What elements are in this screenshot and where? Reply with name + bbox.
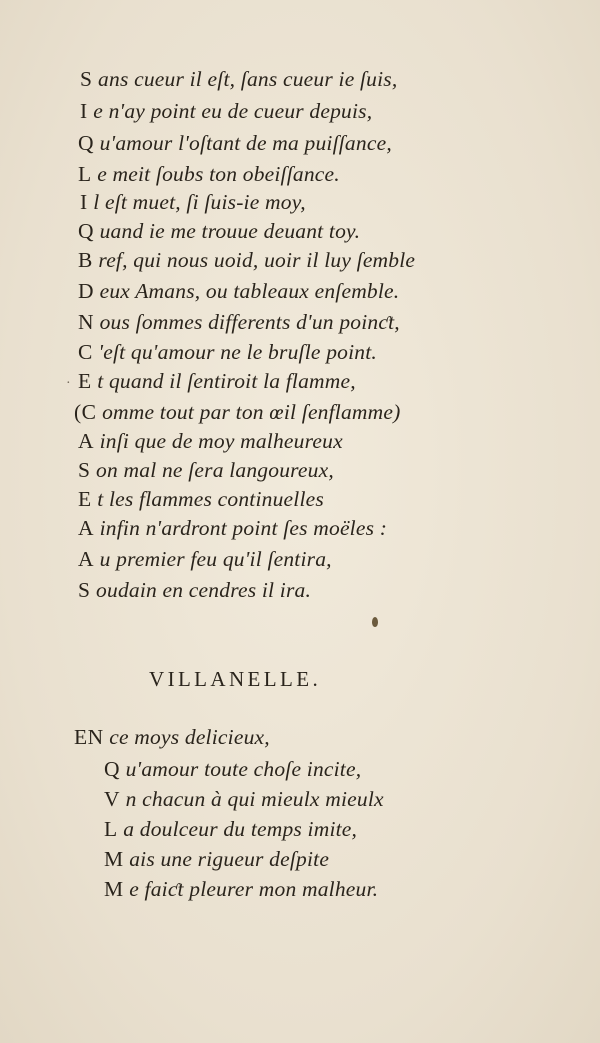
initial: E xyxy=(78,487,92,511)
line-text: l eſt muet, ſi ſuis-ie moy, xyxy=(87,190,306,214)
initial: E xyxy=(78,369,92,393)
line-text: ans cueur il eſt, ſans cueur ie ſuis, xyxy=(92,67,398,91)
section-title: VILLANELLE. xyxy=(149,667,322,691)
line-text: e n'ay point eu de cueur depuis, xyxy=(87,99,373,123)
initial: Q xyxy=(78,131,95,155)
initial: EN xyxy=(74,725,104,749)
initial: A xyxy=(78,429,95,453)
ornament-icon xyxy=(372,617,378,627)
line-text: ce moys delicieux, xyxy=(103,725,270,749)
poem-line xyxy=(74,399,401,425)
line-text: a doulceur du temps imite, xyxy=(117,817,358,841)
margin-mark: · xyxy=(66,376,71,391)
line-text: infin n'ardront point ſes moëles : xyxy=(94,516,388,540)
poem-line xyxy=(80,189,306,215)
villanelle-line xyxy=(104,786,384,812)
initial: Q xyxy=(104,757,121,781)
line-text: eux Amans, ou tableaux enſemble. xyxy=(94,279,400,303)
line-text: t les flammes continuelles xyxy=(91,487,324,511)
poem-line xyxy=(78,130,392,156)
initial: L xyxy=(78,162,92,186)
poem-line xyxy=(78,247,415,273)
initial: Q xyxy=(78,219,95,243)
initial: B xyxy=(78,248,93,272)
initial: M xyxy=(104,877,124,901)
poem-line xyxy=(78,161,340,187)
villanelle-line xyxy=(104,816,357,842)
villanelle-line xyxy=(104,756,361,782)
poem-line xyxy=(78,339,377,365)
line-text: t quand il ſentiroit la flamme, xyxy=(91,369,356,393)
initial: V xyxy=(104,787,121,811)
initial: I xyxy=(80,99,88,123)
initial: N xyxy=(78,310,95,334)
poem-line xyxy=(80,66,397,92)
line-text: 'eſt qu'amour ne le bruſle point. xyxy=(92,340,377,364)
line-text: n chacun à qui mieulx mieulx xyxy=(120,787,384,811)
line-text: e meit ſoubs ton obeiſſance. xyxy=(91,162,340,186)
poem-line xyxy=(78,278,399,304)
poem-line xyxy=(78,457,334,483)
line-text: u premier feu qu'il ſentira, xyxy=(94,547,332,571)
line-text: inſi que de moy malheureux xyxy=(94,429,343,453)
poem-line xyxy=(78,368,356,394)
villanelle-line xyxy=(104,846,329,872)
poem-line xyxy=(80,98,372,124)
line-text: on mal ne ſera langoureux, xyxy=(90,458,334,482)
line-text: e faiƈt pleurer mon malheur. xyxy=(123,877,379,901)
poem-line xyxy=(78,515,387,541)
line-text: u'amour l'oſtant de ma puiſſance, xyxy=(94,131,392,155)
line-text: oudain en cendres il ira. xyxy=(90,578,312,602)
initial: S xyxy=(78,578,91,602)
line-text: ref, qui nous uoid, uoir il luy ſemble xyxy=(92,248,416,272)
initial: D xyxy=(78,279,95,303)
line-text: ous ſommes differents d'un poinƈt, xyxy=(94,310,400,334)
poem-line xyxy=(78,486,324,512)
initial: A xyxy=(78,547,95,571)
initial: M xyxy=(104,847,124,871)
initial: L xyxy=(104,817,118,841)
line-text: uand ie me trouue deuant toy. xyxy=(94,219,361,243)
line-text: u'amour toute choſe incite, xyxy=(120,757,362,781)
initial: S xyxy=(80,67,93,91)
poem-line xyxy=(78,218,360,244)
poem-line xyxy=(78,309,400,335)
poem-line xyxy=(78,546,332,572)
line-text: omme tout par ton œil ſenflamme) xyxy=(96,400,401,424)
initial: I xyxy=(80,190,88,214)
initial: A xyxy=(78,516,95,540)
villanelle-line xyxy=(74,724,270,750)
initial: (C xyxy=(74,400,97,424)
poem-line xyxy=(78,577,311,603)
initial: S xyxy=(78,458,91,482)
initial: C xyxy=(78,340,93,364)
poem-line xyxy=(78,428,343,454)
villanelle-line xyxy=(104,876,378,902)
line-text: ais une rigueur deſpite xyxy=(123,847,330,871)
